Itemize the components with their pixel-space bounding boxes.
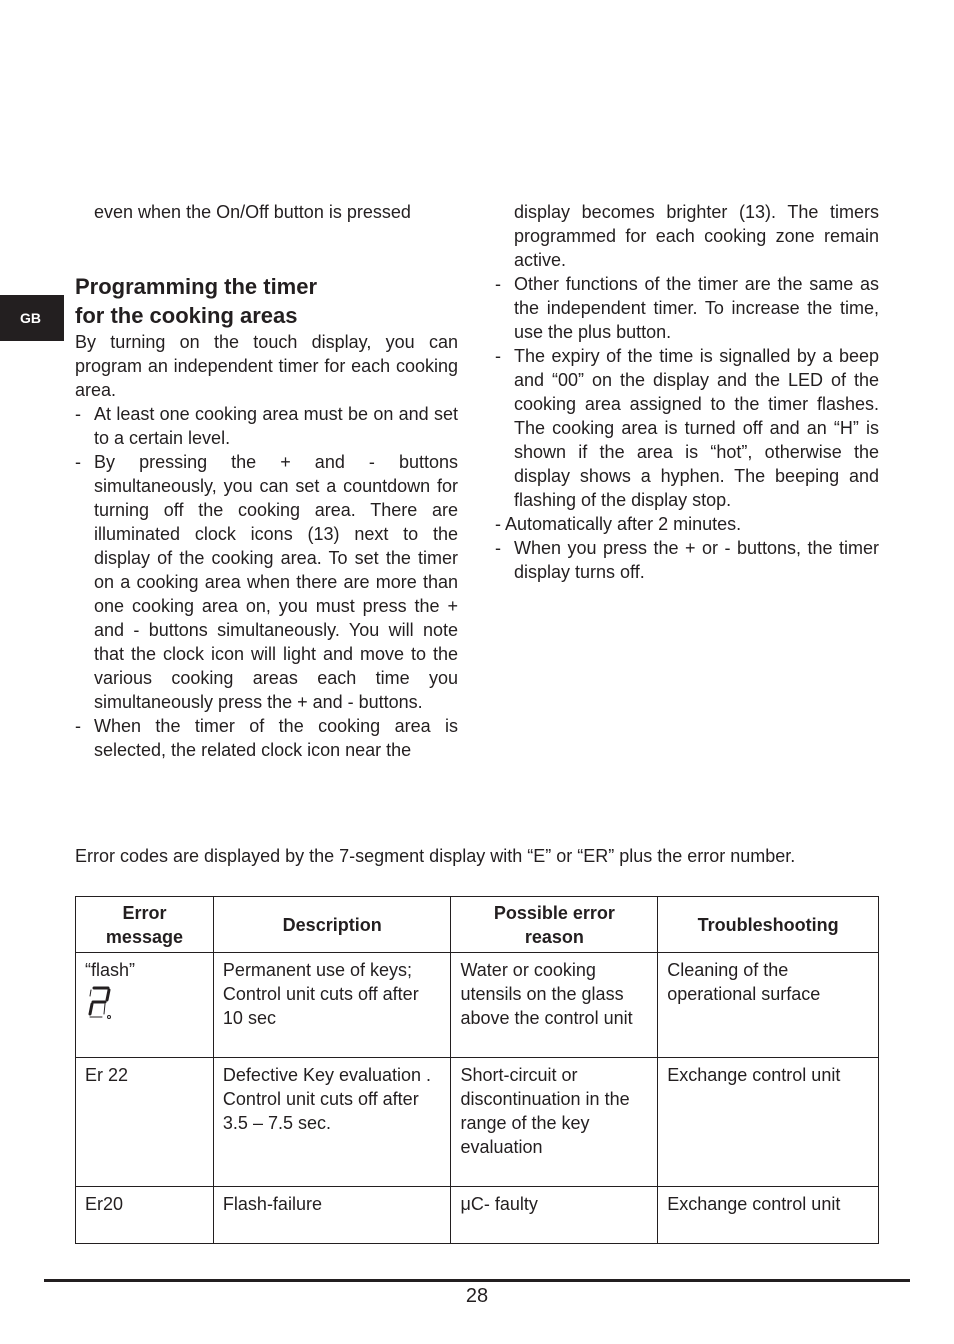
table-cell: Cleaning of the operational surface (658, 953, 879, 1058)
section-body: By turning on the touch display, you can program an independent timer for each cooking area. (75, 332, 458, 400)
heading-line-1: Programming the timer (75, 274, 318, 299)
table-cell (76, 953, 214, 1058)
error-codes-intro: Error codes are displayed by the 7-segment display with “E” or “ER” plus the error number. (75, 846, 796, 866)
list-item (495, 536, 879, 584)
right-column (495, 200, 879, 584)
list-item (495, 272, 879, 344)
page-number: 28 (465, 1285, 489, 1307)
list-item (75, 402, 458, 450)
list-item (75, 450, 458, 714)
list-item (75, 714, 458, 762)
section-heading (75, 272, 458, 330)
table-row (76, 1058, 879, 1187)
footer-divider (44, 1279, 910, 1282)
list-item-text: By pressing the + and - buttons simultaneously, you can set a countdown for turning off the cooking area. There are illuminated clock icons (13) next to the display of the cooking area. To set the timer on a cooking area when there are more than one cooking area on, you must press the + and - buttons simultaneously. You will note that the clock icon will light and move to the various cooking areas each time you simultaneously press the + and - buttons. (94, 452, 458, 712)
right-continuation: display becomes brighter (13). The timers programmed for each cooking zone remain active. (514, 202, 879, 270)
table-cell: Water or cooking utensils on the glass above the control unit (451, 953, 658, 1058)
list-item-text: When you press the + or - buttons, the timer display turns off. (514, 538, 879, 582)
list-dash: - (75, 716, 81, 736)
list-item-text: When the timer of the cooking area is selected, the related clock icon near the (94, 716, 458, 760)
table-cell: Er20 (76, 1187, 214, 1244)
table-cell: Permanent use of keys; Control unit cuts off after 10 sec (213, 953, 451, 1058)
seven-segment-display-icon (85, 984, 115, 1022)
list-dash: - (495, 346, 501, 366)
header-possible-error-reason: Possible error reason (451, 897, 658, 953)
header-troubleshooting: Troubleshooting (658, 897, 879, 953)
automatic-line: - Automatically after 2 minutes. (495, 514, 742, 534)
left-column (75, 200, 458, 762)
error-table (75, 896, 879, 1244)
list-dash: - (75, 404, 81, 424)
header-error-message: Error message (76, 897, 214, 953)
heading-line-2: for the cooking areas (75, 303, 298, 328)
list-item-text: At least one cooking area must be on and set to a certain level. (94, 404, 458, 448)
list-dash: - (495, 538, 501, 558)
table-cell: Exchange control unit (658, 1058, 879, 1187)
header-description: Description (213, 897, 451, 953)
list-dash: - (75, 452, 81, 472)
table-row (76, 1187, 879, 1244)
table-row (76, 953, 879, 1058)
table-cell: Short-circuit or discontinuation in the range of the key evaluation (451, 1058, 658, 1187)
error-code: “flash” (85, 960, 136, 980)
table-cell: Flash-failure (213, 1187, 451, 1244)
table-cell: Exchange control unit (658, 1187, 879, 1244)
intro-continuation: even when the On/Off button is pressed (94, 202, 411, 222)
table-cell: μC- faulty (451, 1187, 658, 1244)
table-cell: Er 22 (76, 1058, 214, 1187)
list-item-text: Other functions of the timer are the same as the independent timer. To increase the time, use the plus button. (514, 274, 879, 342)
list-item-text: The expiry of the time is signalled by a beep and “00” on the display and the LED of the cooking area assigned to the timer flashes. The cooking area is turned off and an “H” is shown if the area is “hot”, otherwise the display shows a hyphen. The beeping and flashing of the display stop. (514, 346, 879, 510)
list-item (495, 344, 879, 512)
list-dash: - (495, 274, 501, 294)
language-tab-label: GB (20, 310, 41, 326)
table-header-row (76, 897, 879, 953)
table-cell: Defective Key evaluation . Control unit cuts off after 3.5 – 7.5 sec. (213, 1058, 451, 1187)
language-tab-gb (0, 295, 64, 341)
